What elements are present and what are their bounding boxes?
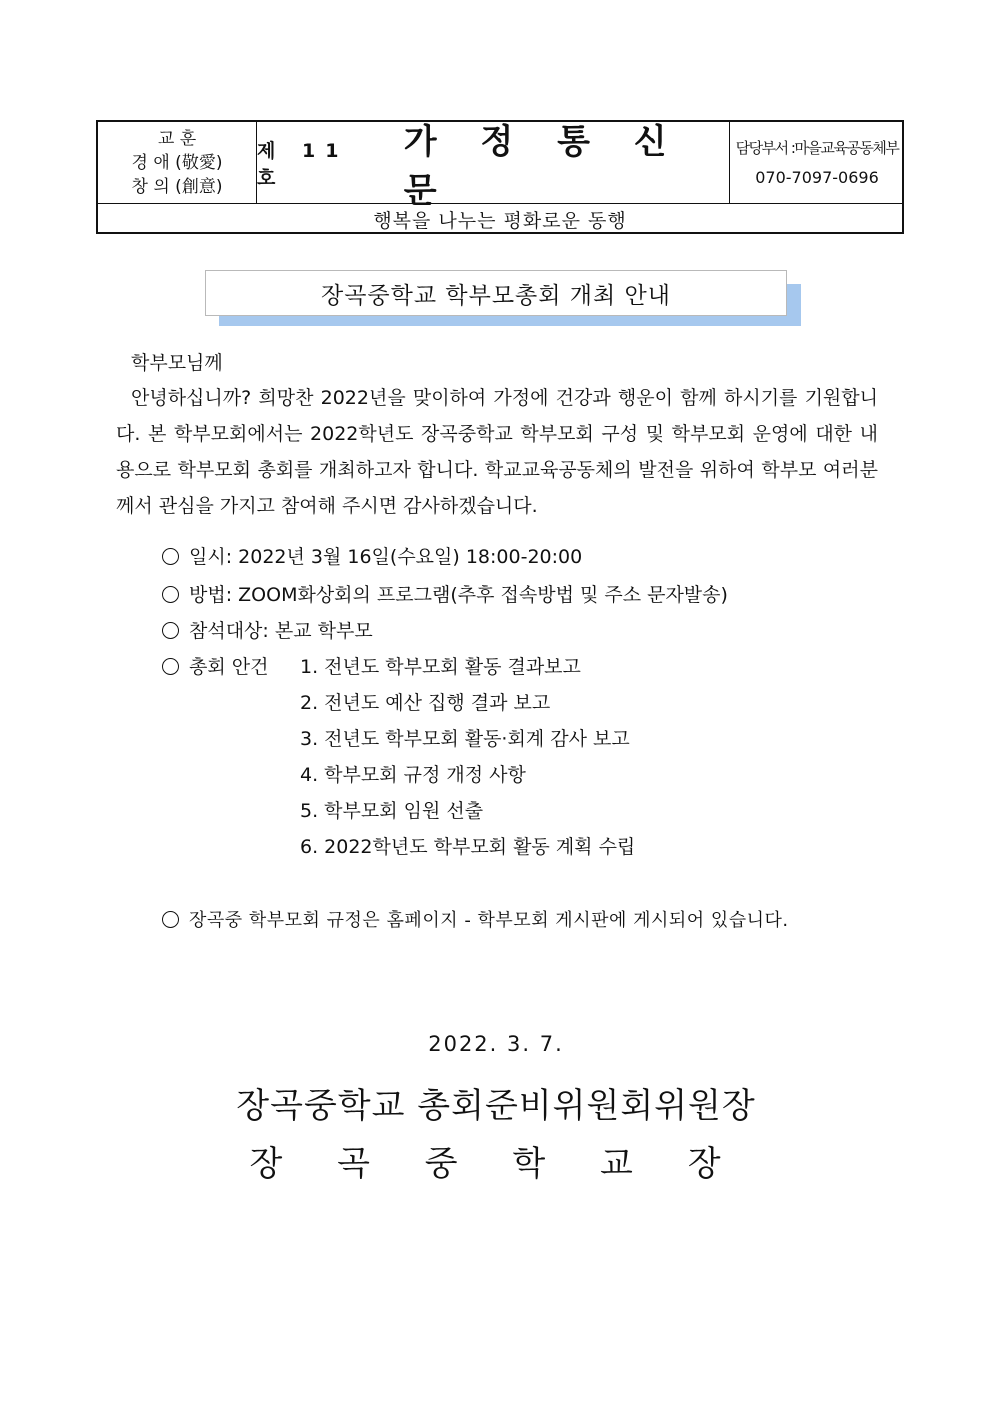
signature-committee-chair: 장곡중학교 총회준비위원회위원장 [236,1086,756,1126]
bullet-circle-icon [162,548,179,565]
issue-number: 제 11 호 [257,139,349,189]
department-name: 담당부서 :마을교육공동체부 [735,138,899,157]
header-top-row [98,121,902,211]
bullet-circle-icon [162,658,179,675]
document-date: 2022. 3. 7. [428,1032,564,1056]
school-motto-cell [98,122,257,203]
agenda-item: 4. 학부모회 규정 개정 사항 [300,764,526,786]
newsletter-header-table [96,120,904,234]
motto-line-1: 경 애 (敬愛) [131,152,223,173]
bullet-circle-icon [162,622,179,639]
agenda-item: 5. 학부모회 임원 선출 [300,800,484,822]
salutation: 학부모님께 [131,352,223,374]
bullet-circle-icon [162,911,179,928]
detail-datetime-text: 일시: 2022년 3월 16일(수요일) 18:00-20:00 [189,546,583,568]
detail-attendees-text: 참석대상: 본교 학부모 [189,620,373,642]
school-slogan: 행복을 나누는 평화로운 동행 [373,209,627,232]
signature-principal: 장 곡 중 학 교 장 [249,1144,743,1184]
bullet-circle-icon [162,586,179,603]
agenda-item: 2. 전년도 예산 집행 결과 보고 [300,692,551,714]
detail-attendees [162,616,373,643]
agenda-item: 6. 2022학년도 학부모회 활동 계획 수립 [300,836,636,858]
detail-method [162,580,728,607]
motto-line-2: 창 의 (創意) [131,176,223,197]
regulation-note [162,906,789,932]
body-paragraph: 안녕하십니까? 희망찬 2022년을 맞이하여 가정에 건강과 행운이 함께 하시기를 기원합니다. 본 학부모회에서는 2022학년도 장곡중학교 학부모회 구성 및 학부모회 운영에 대한 내용으로 학부모회 총회를 개최하고자 합니다. 학교교육공동체의 발전을 위하여 학부모 여러분께서 관심을 가지고 참여해 주시면 감사하겠습니다. [116,387,878,517]
newsletter-title: 가 정 통 신 문 [403,121,683,211]
detail-datetime [162,542,582,569]
agenda-item: 1. 전년도 학부모회 활동 결과보고 [300,656,581,678]
motto-title: 교 훈 [157,128,197,149]
detail-agenda-label [162,652,268,679]
detail-method-text: 방법: ZOOM화상회의 프로그램(추후 접속방법 및 주소 문자발송) [189,584,728,606]
newsletter-title-cell [257,121,729,211]
agenda-label-text: 총회 안건 [189,656,269,678]
regulation-note-text: 장곡중 학부모회 규정은 홈페이지 - 학부모회 게시판에 게시되어 있습니다. [189,910,789,931]
document-title: 장곡중학교 학부모총회 개최 안내 [205,270,787,316]
department-cell [729,122,904,203]
department-phone: 070-7097-0696 [755,167,879,187]
agenda-item: 3. 전년도 학부모회 활동·회계 감사 보고 [300,728,630,750]
